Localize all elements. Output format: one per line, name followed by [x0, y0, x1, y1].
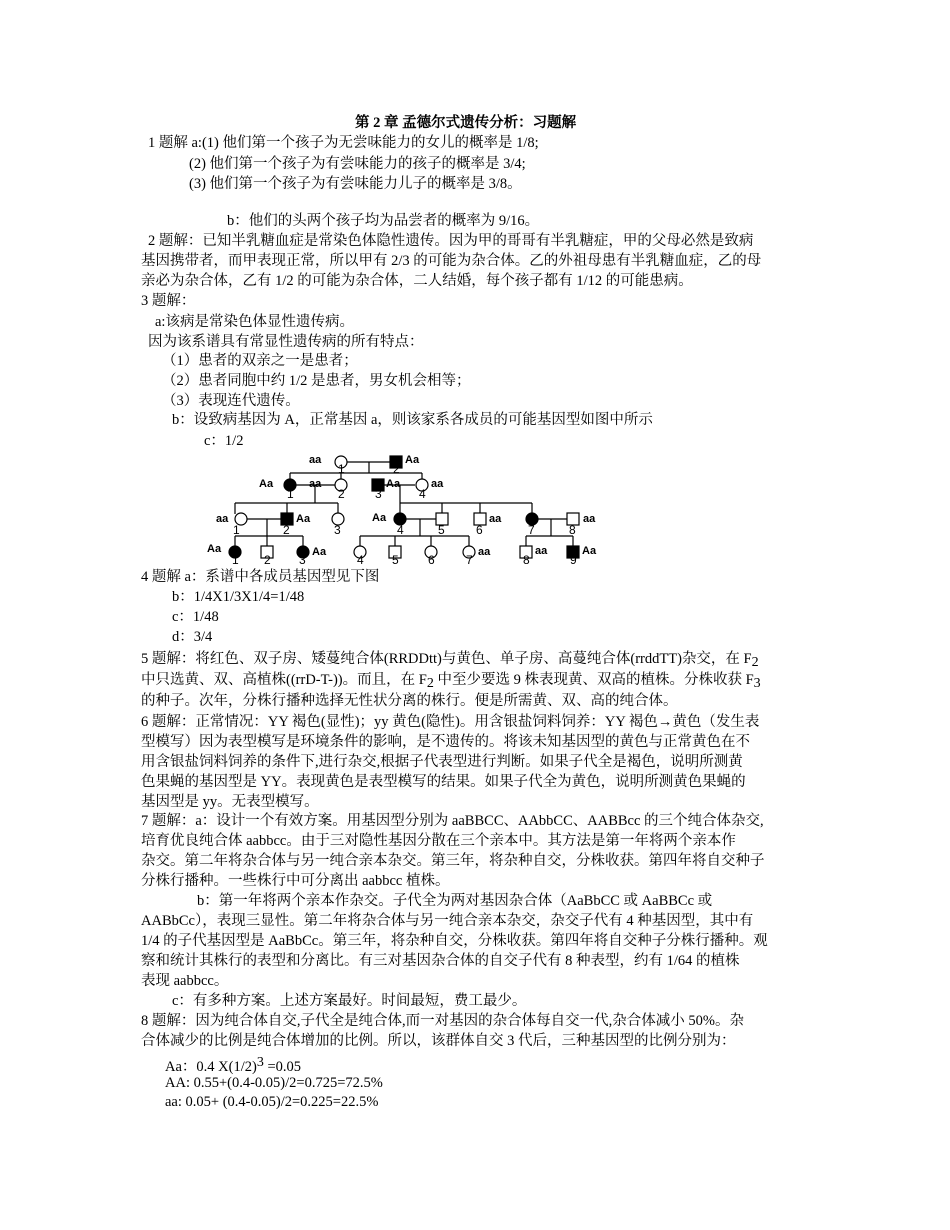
q3-b: b：设致病基因为 A，正常基因 a，则该家系各成员的可能基因型如图中所示	[172, 412, 653, 428]
q4-d: d：3/4	[172, 629, 213, 645]
pedigree-genotype: aa	[431, 478, 444, 490]
q2-line2: 基因携带者，而甲表现正常，所以甲有 2/3 的可能为杂合体。乙的外祖母患有半乳糖血症，乙的母	[141, 253, 762, 269]
pedigree-number: 2	[393, 462, 400, 476]
pedigree-number: 3	[299, 553, 306, 564]
pedigree-number: 1	[232, 553, 239, 564]
q5-line2-text-b: 中至少要选 9 株表现黄、双高的植株。分株收获 F	[433, 672, 754, 688]
q8-aa-het-result: =0.05	[263, 1059, 302, 1075]
q8-aa-het-text: Aa：0.4 X(1/2)	[165, 1059, 257, 1075]
q5-line2-text-a: 中只选黄、双、高植株((rrD-T-))。而且，在 F	[141, 672, 427, 688]
q2-line1: 2 题解：已知半乳糖血症是常染色体隐性遗传。因为甲的哥哥有半乳糖症，甲的父母必然是致病	[148, 233, 754, 249]
q3-a: a:该病是常染色体显性遗传病。	[155, 314, 354, 330]
pedigree-number: 7	[528, 523, 535, 537]
pedigree-number: 3	[334, 523, 341, 537]
pedigree-genotype: Aa	[296, 513, 311, 525]
q8-aa: aa: 0.05+ (0.4-0.05)/2=0.225=22.5%	[165, 1094, 379, 1110]
pedigree-genotype: aa	[309, 454, 322, 466]
q1-a3: (3) 他们第一个孩子为有尝味能力儿子的概率是 3/8。	[189, 176, 522, 192]
q5-line2	[141, 671, 761, 693]
pedigree-number: 7	[466, 553, 473, 564]
q7-b-line2: AABbCc），表现三显性。第二年将杂合体与另一纯合亲本杂交，杂交子代有 4 种基因型，其中有	[141, 913, 754, 929]
q8-line1: 8 题解：因为纯合体自交,子代全是纯合体,而一对基因的杂合体每自交一代,杂合体减小 50%。杂	[141, 1013, 744, 1029]
q8-exponent: 3	[256, 1055, 264, 1070]
q7-c: c：有多种方案。上述方案最好。时间最短，费工最少。	[172, 993, 527, 1009]
q6-line1: 6 题解：正常情况：YY 褐色(显性)；yy 黄色(隐性)。用含银盐饲料饲养：YY 褐色→黄色（发生表	[141, 714, 760, 730]
pedigree-number: 9	[570, 553, 577, 564]
pedigree-genotype: aa	[309, 478, 322, 490]
q6-line5: 基因型是 yy。无表型模写。	[141, 794, 319, 810]
q3-point2: （2）患者同胞中约 1/2 是患者，男女机会相等；	[162, 373, 471, 389]
pedigree-genotype: aa	[478, 546, 491, 558]
q7-line2: 培育优良纯合体 aabbcc。由于三对隐性基因分散在三个亲本中。其方法是第一年将两个亲本作	[141, 833, 736, 849]
pedigree-diagram	[195, 452, 615, 564]
pedigree-number: 3	[375, 487, 382, 501]
pedigree-number: 8	[523, 553, 530, 564]
pedigree-genotype: Aa	[386, 478, 401, 490]
q7-b-line5: 表现 aabbcc。	[141, 973, 229, 989]
pedigree-number: 6	[476, 523, 483, 537]
pedigree-number: 1	[338, 462, 345, 476]
pedigree-genotype: aa	[216, 513, 229, 525]
pedigree-genotype: aa	[535, 545, 548, 557]
pedigree-number: 1	[233, 523, 240, 537]
q1-a1: 1 题解 a:(1) 他们第一个孩子为无尝味能力的女儿的概率是 1/8;	[148, 135, 539, 151]
q1-a2: (2) 他们第一个孩子为有尝味能力的孩子的概率是 3/4;	[189, 156, 526, 172]
pedigree-genotype: Aa	[582, 545, 597, 557]
q6-line4: 色果蝇的基因型是 YY。表现黄色是表型模写的结果。如果子代全为黄色，说明所测黄色果蝇的	[141, 774, 746, 790]
q7-b-line1: b：第一年将两个亲本作杂交。子代全为两对基因杂合体（AaBbCC 或 AaBBCc 或	[197, 893, 713, 909]
pedigree-number: 4	[357, 553, 364, 564]
q6-line3: 用含银盐饲料饲养的条件下,进行杂交,根据子代表型进行判断。如果子代全是褐色，说明所测黄	[141, 754, 743, 770]
q5-line1	[141, 650, 759, 672]
pedigree-genotype: aa	[489, 513, 502, 525]
pedigree-number: 4	[397, 523, 404, 537]
pedigree-number: 4	[419, 487, 426, 501]
pedigree-genotype: Aa	[207, 543, 222, 555]
pedigree-genotype: Aa	[312, 546, 327, 558]
pedigree-genotype: Aa	[372, 512, 387, 524]
pedigree-number: 8	[569, 523, 576, 537]
q2-line3: 亲必为杂合体，乙有 1/2 的可能为杂合体，二人结婚，每个孩子都有 1/12 的可能患病。	[141, 273, 693, 289]
q7-line3: 杂交。第二年将杂合体与另一纯合亲本杂交。第三年，将杂种自交，分株收获。第四年将自交种子	[141, 853, 765, 869]
pedigree-genotype: Aa	[405, 454, 420, 466]
q4-a: 4 题解 a：系谱中各成员基因型见下图	[141, 569, 380, 585]
pedigree-number: 5	[438, 523, 445, 537]
q5-f3-subscript: 3	[753, 676, 761, 691]
q6-line2: 型模写）因为表型模写是环境条件的影响，是不遗传的。将该未知基因型的黄色与正常黄色在不	[141, 734, 750, 750]
q7-b-line4: 察和统计其株行的表型和分离比。有三对基因杂合体的自交子代有 8 种表型，约有 1/64 的植株	[141, 953, 740, 969]
q7-line4: 分株行播种。一些株行中可分离出 aabbcc 植株。	[141, 873, 450, 889]
q3-c: c：1/2	[204, 433, 244, 449]
pedigree-genotype: Aa	[259, 478, 274, 490]
q5-f2-subscript: 2	[751, 655, 759, 670]
pedigree-genotype: aa	[583, 513, 596, 525]
q5-line3: 的种子。次年，分株行播种选择无性状分离的株行。便是所需黄、双、高的纯合体。	[141, 693, 678, 709]
pedigree-number: 2	[264, 553, 271, 564]
q8-AA: AA: 0.55+(0.4-0.05)/2=0.725=72.5%	[165, 1075, 383, 1091]
pedigree-number: 2	[283, 523, 290, 537]
pedigree-number: 5	[392, 553, 399, 564]
q7-line1: 7 题解：a：设计一个有效方案。用基因型分别为 aaBBCC、AAbbCC、AABBcc 的三个纯合体杂交,	[141, 813, 764, 829]
q4-b: b：1/4X1/3X1/4=1/48	[172, 589, 305, 605]
pedigree-number: 1	[287, 487, 294, 501]
q5-f2-subscript: 2	[426, 676, 434, 691]
pedigree-number: 2	[338, 487, 345, 501]
page-title: 第 2 章 孟德尔式遗传分析：习题解	[355, 115, 577, 131]
q5-line1-text: 5 题解：将红色、双子房、矮蔓纯合体(RRDDtt)与黄色、单子房、高蔓纯合体(rrddTT)杂交，在 F	[141, 651, 752, 667]
pedigree-number: 6	[428, 553, 435, 564]
q7-b-line3: 1/4 的子代基因型是 AaBbCc。第三年，将杂种自交，分株收获。第四年将自交种子分株行播种。观	[141, 933, 768, 949]
q4-c: c：1/48	[172, 609, 219, 625]
q3-because: 因为该系谱具有常显性遗传病的所有特点：	[148, 334, 424, 350]
q1-b: b：他们的头两个孩子均为品尝者的概率为 9/16。	[227, 213, 540, 229]
q3-point3: （3）表现连代遗传。	[162, 393, 300, 409]
q8-line2: 合体减少的比例是纯合体增加的比例。所以，该群体自交 3 代后，三种基因型的比例分别为：	[141, 1033, 736, 1049]
q8-aa-het	[165, 1054, 301, 1076]
q3-head: 3 题解：	[141, 293, 196, 309]
q3-point1: （1）患者的双亲之一是患者；	[162, 353, 358, 369]
